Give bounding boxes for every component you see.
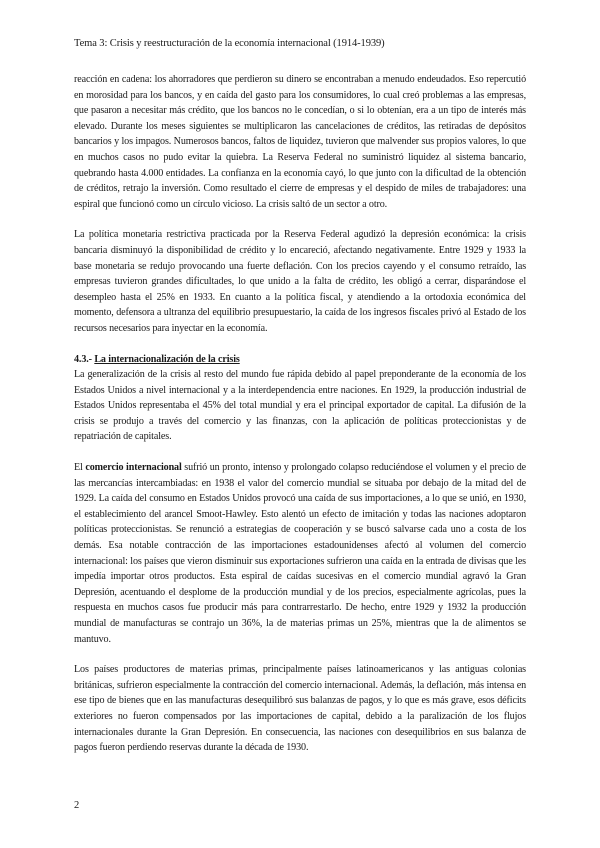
section-number: 4.3.- xyxy=(74,353,92,365)
paragraph-raw-material-producers: Los países productores de materias primas, principalmente países latinoamericanos y las antiguas colonias británicas, sufrieron especialmente la contracción del comercio internacional. Además, la deflación, más intensa en ese tipo de bienes que en las manufacturas desequilibró sus balanzas de pagos, y lo que es más grave, esos déficits exteriores no fueron compensados por las importaciones de capital, debido a la paralización de los flujos internacionales durante la Gran Depresión. En consecuencia, las naciones con desequilibrios en sus balanza de pagos fueron perdiendo reservas durante la década de 1930. xyxy=(74,664,526,754)
section-title: La internacionalización de la crisis xyxy=(94,353,240,365)
paragraph-monetary-policy: La política monetaria restrictiva practicada por la Reserva Federal agudizó la depresión económica: la crisis bancaria disminuyó la disponibilidad de crédito y lo encareció, afectando negativamente. Entre 1929 y 1933 la base monetaria se redujo provocando una fuerte deflación. Con los precios cayendo y el consumo retraído, las empresas tuvieron grandes dificultades, lo que unido a la falta de crédito, les obligó a cerrar, disparándose el desempleo hasta el 25% en 1933. En cuanto a la política fiscal, y atendiendo a la ortodoxia económica del momento, defensora a ultranza del equilibrio presupuestario, la caída de los ingresos fiscales privó al Estado de los recursos necesarios para inyectar en la economía. xyxy=(74,229,526,334)
paragraph-international-trade xyxy=(74,460,526,647)
running-header: Tema 3: Crisis y reestructuración de la economía internacional (1914-1939) xyxy=(74,38,385,49)
term-international-trade: comercio internacional xyxy=(85,462,182,474)
paragraph-trade-body: sufrió un pronto, intenso y prolongado colapso reduciéndose el volumen y el precio de las mercancías intercambiadas: en 1938 el valor del comercio mundial se situaba por debajo de la mitad del de 1929. La caída del consumo en Estados Unidos provocó una caída de sus importaciones, a lo que se unió, en 1930, el establecimiento del arancel Smoot-Hawley. Esto alentó un efecto de imitación y todas las naciones adoptaron políticas proteccionistas. Se renunció a estrategias de cooperación y se buscó salvarse cada uno a costa de los demás. Esa notable contracción de las importaciones estadounidenses afectó al volumen del comercio internacional: los países que vieron disminuir sus exportaciones sufrieron una caída en la entrada de divisas que les impedía importar otros productos. Esta espiral de caídas sucesivas en el comercio mundial agravó la Gran Depresión, acentuando el desplome de la producción mundial y de los precios, especialmente agrícolas, pues la respuesta en muchos casos fue producir más para contrarrestarlo. De hecho, entre 1929 y 1932 la producción mundial de manufacturas se contrajo un 36%, la de materias primas un 25%, mientras que la de alimentos se mantuvo. xyxy=(74,462,526,645)
paragraph-bank-crisis: reacción en cadena: los ahorradores que perdieron su dinero se encontraban a menudo endeudados. Eso repercutió en morosidad para los bancos, y en caída del gasto para los consumidores, lo cual creó problemas a las empresas, que pasaron a necesitar más crédito, que los bancos no le concedían, o si lo obtenían, era a un tipo de interés más elevado. Durante los meses siguientes se multiplicaron las cancelaciones de créditos, las retiradas de depósitos bancarios y los impagos. Numerosos bancos, faltos de liquidez, tuvieron que malvender sus propios valores, lo que en muchos casos no pudo evitar la quiebra. La Reserva Federal no suministró liquidez al sistema bancario, quebrando hasta 4.000 entidades. La confianza en la economía cayó, lo que junto con la dificultad de la obtención de créditos, retrajo la inversión. Como resultado el cierre de empresas y el despido de miles de trabajadores: una espiral que funcionó como un círculo vicioso. La crisis saltó de un sector a otro. xyxy=(74,74,526,210)
section-heading xyxy=(74,352,526,368)
paragraph-trade-intro: El xyxy=(74,462,86,474)
paragraph-internationalization: La generalización de la crisis al resto del mundo fue rápida debido al papel preponderante de la economía de los Estados Unidos a nivel internacional y a la interdependencia entre naciones. En 1929, la producción industrial de Estados Unidos representaba el 45% del total mundial y era el principal exportador de capital. La difusión de la crisis se produjo a través del comercio y las finanzas, con la aplicación de políticas proteccionistas y de repatriación de capitales. xyxy=(74,369,526,443)
body-text xyxy=(74,72,526,756)
page-number: 2 xyxy=(74,800,80,811)
